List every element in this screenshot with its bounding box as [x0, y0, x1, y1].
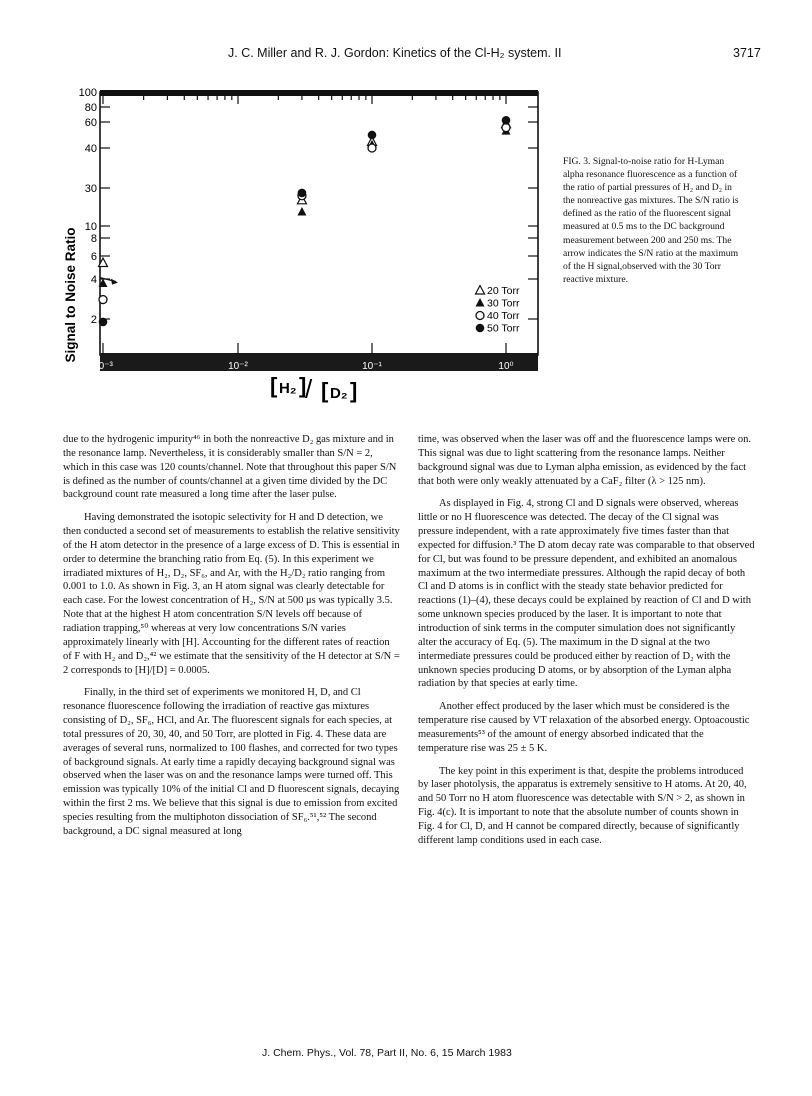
paragraph: Having demonstrated the isotopic selectivity for H and D detection, we then conducted a second set of measurements to establish the relative sensitivity of the H atom detector in the presence of a large excess of D. This is essential in order to determine the branching ratio from Eq. (5). In this experiment we irradiated mixtures of H₂, D₂, SF₆, and Ar, with the H₂/D₂ ratio ranging from 0.001 to 1.0. As shown in Fig. 3, an H atom signal was clearly detectable for each case. For the lowest concentration of H₂, S/N at 500 μs was typically 3.5. Note that at the highest H atom concentration S/N levels off because of radiation trapping,⁵⁰ whereas at very low concentrations S/N varies approximately linearly with [H]. Accounting for the different rates of reaction of F with H₂ and D₂,⁴² we estimate that the sensitivity of the H detector at S/N = 2 corresponds to [H]/[D] = 0.0005. — [63, 512, 400, 676]
svg-text:]: ] — [350, 378, 358, 403]
x-tick-label: 10⁻¹ — [362, 361, 382, 372]
arrow-head — [111, 279, 118, 285]
bottom-axis-band — [100, 353, 538, 371]
data-point-40-torr — [502, 124, 510, 132]
y-tick-label: 80 — [84, 102, 97, 114]
paragraph: As displayed in Fig. 4, strong Cl and D signals were observed, whereas little or no H fluorescence was detected. The decay of the Cl signal was pressure independent, with a rate approximately five times faster than that expected for diffusion.³ The D atom decay rate was comparable to that observed for Cl, but was found to be pressure dependent, and exhibited an anomalous maximum at the two intermediate pressures. Although the rapid decay of both Cl and D atoms is in conflict with the steady state behavior predicted for reactions (1)–(4), these decays could be explained by reaction of Cl and D with some unknown species produced by the laser. It is important to note that introduction of sink terms in the computer simulation does not significantly alter the accuracy of Eq. (5). The maximum in the D signal at the two intermediate pressures could be produced either by reaction of D₂ with the unknown species producing D atoms, or by absorption of the Lyman alpha radiation by that species at early time. — [418, 498, 755, 690]
paragraph: due to the hydrogenic impurity⁴⁶ in both the nonreactive D₂ gas mixture and in the resonance lamp. Nevertheless, it is considerably smaller than S/N = 2, which in this case was 120 counts/channel. Note that throughout this paper S/N is defined as the number of counts/channel at a given time divided by the DC background count rate measured a long time after the laser pulse. — [63, 434, 397, 501]
right-column — [418, 433, 756, 857]
y-tick-label: 2 — [90, 314, 97, 326]
legend-marker — [476, 324, 485, 333]
left-column — [63, 433, 401, 848]
data-point-40-torr — [368, 144, 376, 152]
y-tick-label: 6 — [90, 251, 97, 263]
legend-label: 50 Torr — [487, 322, 520, 335]
y-tick-label: 30 — [84, 183, 97, 195]
legend — [476, 285, 520, 335]
paragraph: The key point in this experiment is that, despite the problems introduced by laser photolysis, the apparatus is extremely sensitive to H atoms. At 20, 40, and 50 Torr no H atom fluorescence was detectable with S/N > 2, as shown in Fig. 4(c). It is important to note that the absolute number of counts shown in Fig. 4 for Cl, D, and H cannot be compared directly, because of significantly different lamp conditions used in each case. — [418, 765, 747, 846]
data-point-50-torr — [99, 318, 108, 327]
data-point-50-torr — [502, 116, 511, 125]
legend-marker — [476, 312, 484, 320]
legend-label: 40 Torr — [487, 310, 520, 322]
data-point-50-torr — [298, 189, 307, 198]
x-tick-label: 10⁻² — [228, 361, 248, 372]
x-tick-label: 10⁻³ — [93, 361, 113, 372]
y-axis-label: Signal to Noise Ratio — [63, 227, 78, 363]
data-point-30-torr — [297, 207, 306, 215]
paragraph: Finally, in the third set of experiments we monitored H, D, and Cl resonance fluorescence following the irradiation of reactive gas mixtures consisting of D₂, SF₆, HCl, and Ar. The fluorescent signals for each species, at total pressures of 20, 30, 40, and 50 Torr, are plotted in Fig. 4. These data are averages of several runs, normalized to 100 flashes, and corrected for two types of background signals. At early time a rapidly decaying background signal was observed when the laser was on and the resonance lamps were turned off. This emission was typically 10% of the initial Cl and D fluorescent signals, decaying within the first 2 ms. We believe that this signal is due to emission from excited species resulting from the multiphoton dissociation of SF₆.⁵¹,⁵² The second background, a DC signal measured at long — [63, 687, 400, 837]
page-number: 3717 — [733, 46, 761, 60]
figure-3-chart — [55, 80, 555, 415]
legend-label: 20 Torr — [487, 285, 520, 297]
y-tick-label: 10 — [84, 221, 97, 233]
running-header: J. C. Miller and R. J. Gordon: Kinetics of the Cl-H₂ system. II — [228, 46, 562, 60]
paragraph: Another effect produced by the laser which must be considered is the temperature rise caused by VT relaxation of the absorbed energy. Optoacoustic measurements⁵³ of the amount of energy absorbed indicated that the temperature rise was 25 ± 5 K. — [418, 701, 750, 754]
y-axis-ticks — [79, 87, 538, 326]
y-tick-label: 8 — [90, 233, 97, 245]
paragraph: time, was observed when the laser was off and the fluorescence lamps were on. This signal was due to light scattering from the resonance lamps. Neither background signal was due to Lyman alpha emission, as evidenced by the fact that both were only weakly attenuated by a CaF₂ filter (λ > 125 nm). — [418, 434, 752, 487]
svg-text:[: [ — [270, 373, 278, 398]
svg-text:/: / — [305, 374, 313, 404]
figure-caption: FIG. 3. Signal-to-noise ratio for H-Lyman alpha resonance fluorescence as a function of the ratio of partial pressures of H₂ and D₂ in the nonreactive gas mixtures. The S/N ratio is defined as the ratio of the fluorescent signal measured at 0.5 ms to the DC background measurement between 200 and 250 ms. The arrow indicates the S/N ratio at the maximum of the H signal,observed with the 30 Torr reactive mixture. — [563, 156, 739, 285]
x-axis-label — [270, 373, 357, 404]
plot-border — [100, 92, 538, 355]
data-point-50-torr — [368, 131, 377, 140]
data-points — [99, 116, 511, 326]
y-tick-label: 40 — [84, 143, 97, 155]
x-label-numerator: H₂ — [279, 380, 297, 397]
svg-text:]: ] — [299, 373, 307, 398]
journal-footer: J. Chem. Phys., Vol. 78, Part II, No. 6, 15 March 1983 — [262, 1047, 512, 1059]
legend-marker — [476, 298, 485, 307]
x-tick-label: 10⁰ — [498, 361, 514, 372]
y-tick-label: 60 — [84, 117, 97, 129]
legend-label: 30 Torr — [487, 297, 520, 310]
x-label-denominator: D₂ — [330, 385, 348, 402]
y-tick-label: 4 — [90, 274, 97, 286]
plot-frame — [100, 90, 538, 371]
data-point-40-torr — [99, 296, 107, 304]
svg-text:[: [ — [321, 378, 329, 403]
legend-marker — [476, 286, 485, 295]
y-tick-label: 100 — [78, 87, 97, 99]
